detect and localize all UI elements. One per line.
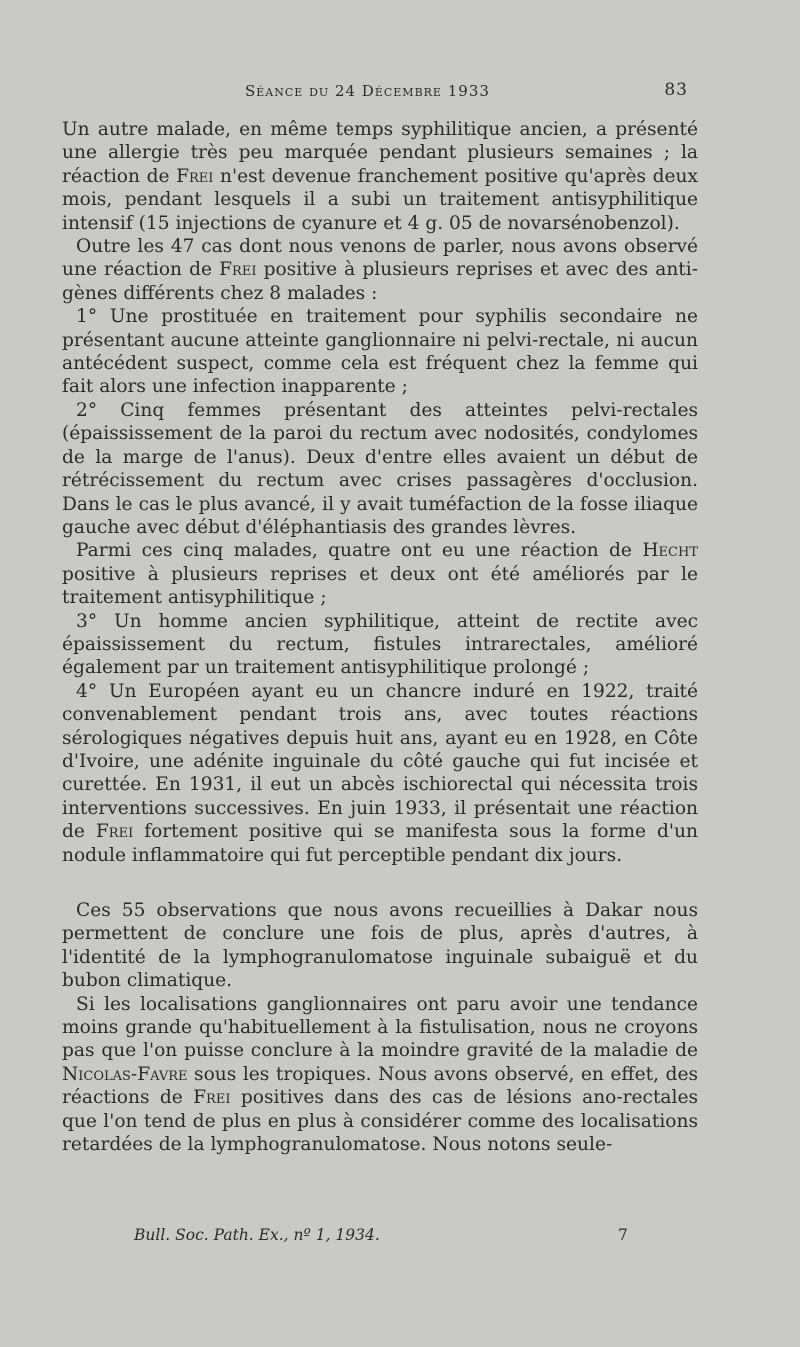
page-footer bbox=[0, 1226, 800, 1256]
running-title: Séance du 24 Décembre 1933 bbox=[245, 82, 490, 100]
body-text bbox=[62, 118, 698, 1156]
paragraph-8: Ces 55 observations que nous avons recueillies à Dakar nous permettent de conclure une fois de plus, après d'autres, à l'identité de la lymphogranulomatose inguinale subaiguë et du bubon climatique. bbox=[62, 900, 698, 992]
journal-citation: Bull. Soc. Path. Ex., nº 1, 1934. bbox=[134, 1226, 380, 1244]
page-number: 83 bbox=[664, 80, 688, 100]
text-run: Parmi ces cinq malades, quatre ont eu une réaction de bbox=[76, 540, 643, 562]
author-name: Frei bbox=[193, 1087, 231, 1109]
text-run: 4° Un Européen ayant eu un chancre induré en 1922, traité convenablement pendant trois ans, avec toutes réactions sérologiques négatives depuis huit ans, ayant eu en 1928, en Côte d'Ivoire, une adénite inguinale du côté gauche qui fut incisée et curettée. En 1931, il eut un abcès ischiorectal qui nécessita trois interventions successives. En juin 1933, il présentait une réaction de bbox=[62, 680, 698, 843]
text-run: n'est devenue franchement positive qu'après deux mois, pendant lesquels il a subi un traitement antisyphilitique intensif (15 injections de cyanure et 4 g. 05 de novarsénobenzol). bbox=[62, 165, 698, 234]
paragraph-2 bbox=[62, 235, 698, 305]
text-run: Si les localisations ganglionnaires ont paru avoir une tendance moins grande qu'habituellement à la fistulisation, nous ne croyons pas que l'on puisse conclure à la moindre gravité de la maladie de bbox=[62, 993, 698, 1062]
author-name: Frei bbox=[95, 821, 134, 843]
text-run: positives dans des cas de lésions ano-rectales que l'on tend de plus en plus à considérer comme des localisations retardées de la lymphogranulomatose. Nous notons seule- bbox=[62, 1087, 699, 1156]
paragraph-9 bbox=[62, 993, 698, 1157]
text-run: Outre les 47 cas dont nous venons de parler, nous avons observé une réaction de bbox=[62, 236, 698, 281]
text-run: sous les tropiques. Nous avons observé, en effet, des réactions de bbox=[62, 1063, 698, 1109]
paragraph-4: 2° Cinq femmes présentant des atteintes pelvi-rectales (épaississement de la paroi du rectum avec nodosités, condylomes de la marge de l'anus). Deux d'entre elles avaient un début de rétrécissement du rectum avec crises passagères d'occlusion. Dans le cas le plus avancé, il y avait tuméfaction de la fosse iliaque gauche avec début d'éléphantiasis des grandes lèvres. bbox=[62, 399, 698, 538]
author-name: Nicolas-Favre bbox=[62, 1063, 188, 1085]
text-run: positive à plusieurs reprises et avec des anti-gènes différents chez 8 malades : bbox=[62, 259, 698, 304]
running-header bbox=[0, 78, 800, 104]
author-name: Frei bbox=[219, 259, 257, 281]
text-run: positive à plusieurs reprises et deux ont été améliorés par le traitement antisyphilitique ; bbox=[62, 563, 698, 609]
paragraph-3: 1° Une prostituée en traitement pour syphilis secondaire ne présentant aucune atteinte ganglionnaire ni pelvi-rectale, ni aucun antécédent suspect, comme cela est fréquent chez la femme qui fait alors une infection inapparente ; bbox=[62, 306, 698, 398]
paragraph-7 bbox=[62, 680, 698, 867]
author-name: Frei bbox=[176, 165, 214, 187]
paragraph-1 bbox=[62, 118, 698, 235]
paragraph-6: 3° Un homme ancien syphilitique, atteint de rectite avec épaississement du rectum, fistules intrarectales, amélioré également par un traitement antisyphilitique prolongé ; bbox=[62, 610, 698, 679]
paragraph-5 bbox=[62, 539, 698, 609]
text-run: Un autre malade, en même temps syphilitique ancien, a présenté une allergie très peu marquée pendant plusieurs semaines ; la réaction de bbox=[62, 119, 698, 187]
author-name: Hecht bbox=[642, 540, 698, 562]
text-run: fortement positive qui se manifesta sous la forme d'un nodule inflammatoire qui fut perceptible pendant dix jours. bbox=[62, 821, 698, 866]
signature-mark: 7 bbox=[618, 1226, 628, 1244]
